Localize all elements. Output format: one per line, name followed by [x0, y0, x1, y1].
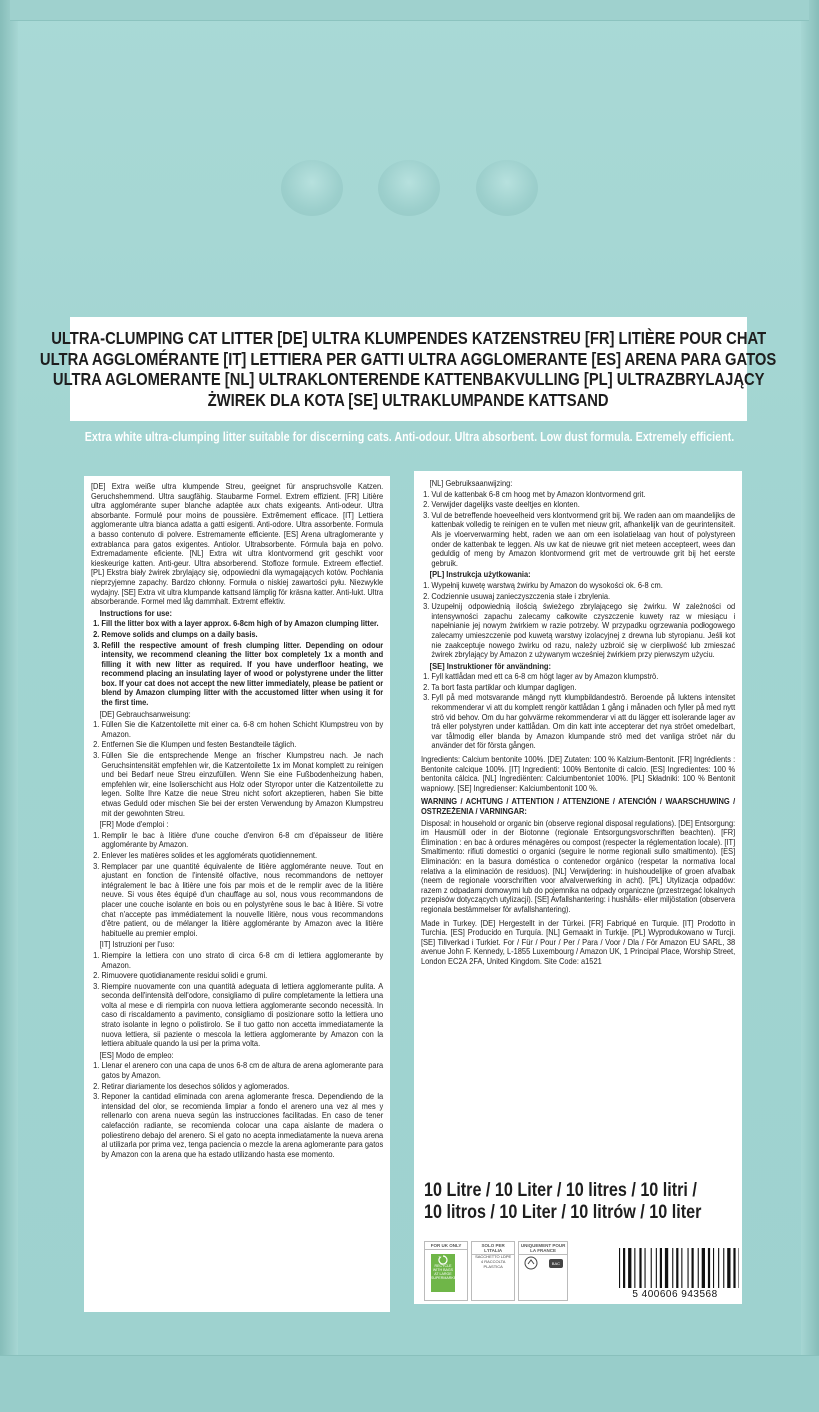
- fr-recycling-header: UNIQUEMENT POUR LA FRANCE: [520, 1243, 566, 1253]
- se-instructions-title: [SE] Instruktioner för användning:: [429, 660, 551, 671]
- bag-handle-bump: [378, 160, 440, 216]
- uk-recycling-box: [424, 1241, 468, 1301]
- list-item: 2. Enlever les matières solides et les agglomérats quotidiennement.: [101, 851, 383, 861]
- list-item: 1. Fyll kattlådan med ett ca 6-8 cm högt lager av by Amazon klumpströ.: [431, 672, 735, 682]
- list-item: 3. Uzupełnij odpowiednią ilością świeżego zbrylającego się żwirku. W zależności od intensywności zapachu zalecamy całkowite czyszczenie kuwety raz w miesiącu i napełnianie jej nowym żwirkiem w razie potrzeby. W przypadku ogrzewania podłogowego zalecamy umieszczenie pod kuwetą warstwy izolacyjnej z drewna lub styropianu. Jeśli kot nie zaakceptuje nowego żwirku od razu, należy uzbroić się w cierpliwość lub zmieszać żwirek zbrylający by Amazon z używanym wcześniej żwirkiem przy pierwszym użyciu.: [431, 602, 735, 660]
- disposal-text: Disposal: in household or organic bin (observe regional disposal regulations). [DE] Entsorgung: im Hausmüll oder in der Biotonne (regionale Entsorgungsvorschriften beachten). [FR] Élimination : en bac à ordures ménagères ou compost (respecter la réglementation locale). [IT] Smaltimento: rifiuti domestici o organici (seguire le norme regionali sullo smaltimento). [ES] Eliminación: en la basura doméstica o contenedor orgánico (respetar la normativa local relativa a la eliminación de residuos). [NL] Verwijdering: in huishoudelijke of groen afvalbak (neem de regionale voorschriften voor afvalverwerking in acht). [PL] Utylizacja odpadów: razem z odpadami domowymi lub do pojemnika na odpady organiczne (przestrzegać lokalnych przepisów dotyczących utylizacji). [SE] Avfallshantering: i hushålls- eller miljöstation (observera regionala bestämmelser för avfallshantering).: [420, 817, 736, 914]
- headline-line: ULTRA AGLOMERANTE [NL] ULTRAKLONTERENDE KATTENBAKVULLING [PL] ULTRAZBRYLAJĄCY: [52, 369, 765, 389]
- es-instructions-title: [ES] Modo de empleo:: [99, 1049, 174, 1060]
- list-item: 2. Entfernen Sie die Klumpen und festen Bestandteile täglich.: [101, 740, 383, 750]
- de-instructions-list: [91, 720, 383, 818]
- es-instructions-list: [91, 1061, 383, 1159]
- en-instructions-title: Instructions for use:: [99, 607, 172, 618]
- list-item: 3. Vul de betreffende hoeveelheid vers klontvormend grit bij. We raden aan om maandelijks de kattenbak volledig te reinigen en te vullen met nieuw grit, afhankelijk van de geurintensiteit. Als je vloerverwarming hebt, raden we aan om een isolatielaag van hout of polystyreen onder de kattenbak te leggen. Als uw kat de nieuwe grit niet meteen accepteert, wees dan geduldig of meng by Amazon klontvormend grit met de vertrouwde grit bij het eerste gebruik.: [431, 511, 735, 569]
- list-item: 1. Llenar el arenero con una capa de unos 6-8 cm de altura de arena aglomerante para gatos by Amazon.: [101, 1061, 383, 1080]
- bag-left-fold: [0, 0, 18, 1412]
- fr-instructions-list: [91, 831, 383, 939]
- pl-instructions-list: [421, 581, 735, 660]
- list-item: 3. Refill the respective amount of fresh clumping litter. Depending on odour intensity, we recommend cleaning the litter box completely 1x a month and filling it with new litter as required. If you have underfloor heating, we recommend placing an insulating layer of wood or polystyrene under the litter box. If your cat does not accept the new litter immediately, please be patient or blend by Amazon clumping litter with the accustomed litter when using it for the first time.: [101, 641, 383, 708]
- list-item: 1. Wypełnij kuwetę warstwą żwirku by Amazon do wysokości ok. 6-8 cm.: [431, 581, 735, 591]
- triman-icon: [523, 1255, 539, 1271]
- list-item: 1. Füllen Sie die Katzentoilette mit einer ca. 6-8 cm hohen Schicht Klumpstreu von by Amazon.: [101, 720, 383, 739]
- list-item: 1. Riempire la lettiera con uno strato di circa 6-8 cm di lettiera agglomerante by Amazon.: [101, 951, 383, 970]
- manufacturer-text: Made in Turkey. [DE] Hergestellt in der Türkei. [FR] Fabriqué en Turquie. [IT] Prodotto in Turchia. [ES] Producido en Turquía. [NL] Gemaakt in Turkije. [PL] Wyprodukowano w Turcji. [SE] Tillverkad i Turkiet. For / Für / Pour / Per / Para / Voor / Dla / För Amazon EU SARL, 38 avenue John F. Kennedy, L-1855 Luxembourg / Amazon UK, 1 Principal Place, Worship Street, London EC2A 2FA, United Kingdom. Site Code: a1521: [420, 917, 736, 966]
- bag-bottom-seal: [0, 1355, 819, 1412]
- list-item: 3. Reponer la cantidad eliminada con arena aglomerante fresca. Dependiendo de la intensidad del olor, se recomienda limpiar a fondo el arenero una vez al mes y rellenarlo con arena nueva según las instrucciones facilitadas. En caso de tener calefacción radiante, se recomienda colocar una capa aislante de madera o poliestireno debajo del arenero. Si el gato no acepta inmediatamente la nueva arena al utilizarla por prima vez, tenga paciencia o mezcle la arena aglomerante para gatos by Amazon con la arena que ha estado utilizando hasta ese momento.: [101, 1092, 383, 1159]
- pl-instructions-title: [PL] Instrukcja użytkowania:: [429, 569, 531, 580]
- de-instructions-title: [DE] Gebrauchsanweisung:: [99, 708, 191, 719]
- left-info-panel: [84, 476, 390, 1312]
- list-item: 2. Retirar diariamente los desechos sólidos y aglomerados.: [101, 1082, 383, 1092]
- volume-label: [424, 1180, 701, 1224]
- volume-line: 10 litros / 10 Liter / 10 litrów / 10 liter: [424, 1202, 702, 1223]
- list-item: 3. Riempire nuovamente con una quantità adeguata di lettiera agglomerante pulita. A seconda dell'intensità dell'odore, consigliamo di pulire completamente la lettiera una volta al mese e di riempirla con nuova lettiera agglomerante secondo necessità. In caso di riscaldamento a pavimento, consigliamo di posizionare sotto la lettiera uno strato isolante in legno o polistirolo. Se il tuo gatto non accetta immediatamente la nuova lettiera, sii paziente o mescola la lettiera agglomerante by Amazon con la lettiera abituale quando la usi per la prima volta.: [101, 982, 383, 1049]
- bin-label: BAC: [549, 1259, 563, 1268]
- barcode-number: 5 400606 943568: [632, 1289, 718, 1300]
- volume-line: 10 Litre / 10 Liter / 10 litres / 10 litri /: [424, 1180, 697, 1201]
- multilingual-intro: [DE] Extra weiße ultra klumpende Streu, geeignet für anspruchsvolle Katzen. Geruchshemmend. Ultra saugfähig. Staubarme Formel. Extrem effizient. [FR] Litière ultra agglomérante super blanche adaptée aux chats exigeants. Anti-odeur. Ultra absorbante. Formulé pour moins de poussière. Extrêmement efficace. [IT] Lettiera agglomerante ultra bianca adatta a gatti esigenti. Anti-odore. Ultra assorbente. Formula a basso contenuto di polvere. Estremamente efficiente. [ES] Arena ultraglomerante y extrablanca para gatos exigentes. Antiolor. Ultrabsorbente. Fórmula baja en polvo. Extremadamente eficiente. [NL] Extra wit ultra klontvormend grit geschikt voor kieskeurige katten. Anti-geur. Ultra absorberend. Stofloze formule. Extreem effectief. [PL] Ekstra biały żwirek zbrylający się, odpowiedni dla wymagających kotów. Pochłania nieprzyjemne zapachy. Bardzo chłonny. Formuła o niskiej zawartości pyłu. Niezwykle wydajny. [SE] Extra vit ultra klumpande kattsand lämplig för kräsna katter. Anti-lukt. Ultra absorberande. Formel med låg dammhalt. Extremt effektiv.: [90, 481, 384, 607]
- list-item: 2. Ta bort fasta partiklar och klumpar dagligen.: [431, 683, 735, 693]
- headline-line: ŻWIREK DLA KOTA [SE] ULTRAKLUMPANDE KATTSAND: [208, 389, 609, 410]
- bag-top-seal: [10, 0, 809, 21]
- headline-line: ULTRA AGGLOMÉRANTE [IT] LETTIERA PER GATTI ULTRA AGGLOMERANTE [ES] ARENA PARA GATOS: [40, 348, 777, 369]
- bag-handle-bump: [281, 160, 343, 216]
- se-instructions-list: [421, 672, 735, 751]
- list-item: 3. Remplacer par une quantité équivalente de litière agglomérante neuve. Tout en ajustant en fonction de l'intensité olfactive, nous recommandons de nettoyer intégralement le bac à litière une fois par mois et de le remplir avec de la litière neuve. Si vous êtes équipé d'un chauffage au sol, nous vous recommandons de placer une couche isolante en bois ou en polystyrène sous le bac à litière. Si votre chat n'accepte pas immédiatement la nouvelle litière, nous vous recommandons d'être patient, ou de mélanger la litière agglomérante by Amazon avec la litière habituelle au premier emploi.: [101, 862, 383, 939]
- headline-line: ULTRA-CLUMPING CAT LITTER [DE] ULTRA KLUMPENDES KATZENSTREU [FR] LITIÈRE POUR CHAT: [51, 328, 766, 348]
- list-item: 1. Remplir le bac à litière d'une couche d'environ 6-8 cm d'épaisseur de litière agglomérante by Amazon.: [101, 831, 383, 850]
- barcode: [611, 1248, 739, 1300]
- nl-instructions-list: [421, 490, 735, 569]
- uk-recycling-header: FOR UK ONLY: [425, 1242, 467, 1250]
- bag-handle-bump: [476, 160, 538, 216]
- headline-panel: [40, 317, 777, 421]
- list-item: 1. Fill the litter box with a layer approx. 6-8cm high of by Amazon clumping litter.: [101, 619, 383, 629]
- it-recycling-box: [471, 1241, 515, 1301]
- it-recycling-header: SOLO PER L'ITALIA: [472, 1242, 514, 1255]
- fr-instructions-title: [FR] Mode d'emploi :: [99, 819, 169, 830]
- it-instructions-list: [91, 951, 383, 1049]
- nl-instructions-title: [NL] Gebruiksaanwijzing:: [429, 478, 513, 488]
- tagline: Extra white ultra-clumping litter suitable for discerning cats. Anti-odour. Ultra absorbent. Low dust formula. Extremely efficient.: [84, 430, 735, 444]
- warning-title: WARNING / ACHTUNG / ATTENTION / ATTENZIONE / ATENCIÓN / WAARSCHUWING / OSTRZEŻENIA / VARNINGAR:: [420, 796, 736, 816]
- list-item: 3. Füllen Sie die entsprechende Menge an frischer Klumpstreu nach. Je nach Geruchsintensität empfehlen wir, die Katzentoilette 1x im Monat komplett zu reinigen und bei Bedarf neue Streu einzufüllen. Wenn Sie eine Fußbodenheizung haben, empfehlen wir, eine Isolierschicht aus Holz oder Styropor unter die Katzentoilette zu legen. Sollte Ihre Katze die neue Streu nicht sofort akzeptieren, haben Sie bitte etwas Geduld oder mischen Sie bei der ersten Verwendung by Amazon Klumpstreu mit der gewohnten Streu.: [101, 751, 383, 818]
- it-instructions-title: [IT] Istruzioni per l'uso:: [99, 939, 175, 950]
- ingredients-text: Ingredients: Calcium bentonite 100%. [DE] Zutaten: 100 % Kalzium-Bentonit. [FR] Ingrédients : Bentonite calcique 100%. [IT] Ingredienti: 100% Bentonite di calcio. [ES] Ingredientes: 100 % bentonita cálcica. [NL] Ingrediënten: Calciumbentoniet 100%. [PL] Składniki: 100 % Bentonit wapniowy. [SE] Ingredienser: Kalciumbentonit 100 %.: [420, 754, 736, 793]
- uk-recycle-text: RECYCLE WITH BAGS AT LARGE SUPERMARKETS: [431, 1254, 455, 1292]
- list-item: 2. Verwijder dagelijks vaste deeltjes en klonten.: [431, 500, 735, 510]
- recycle-arrow-icon: [431, 1254, 455, 1266]
- list-item: 2. Codziennie usuwaj zanieczyszczenia stałe i zbrylenia.: [431, 592, 735, 602]
- it-recycling-text: SACCHETTO LDPE 4 RACCOLTA PLASTICA: [475, 1254, 512, 1269]
- list-item: 2. Remove solids and clumps on a daily basis.: [101, 630, 383, 640]
- bag-right-fold: [801, 0, 819, 1412]
- list-item: 2. Rimuovere quotidianamente residui solidi e grumi.: [101, 971, 383, 981]
- triman-icons: [523, 1255, 563, 1271]
- list-item: 1. Vul de kattenbak 6-8 cm hoog met by Amazon klontvormend grit.: [431, 490, 735, 500]
- recycling-labels: [424, 1241, 568, 1299]
- barcode-bars: [611, 1248, 739, 1288]
- list-item: 3. Fyll på med motsvarande mängd nytt klumpbildandeströ. Beroende på luktens intensitet rekommenderar vi att du komplett rengör kattlådan 1 gång i månaden och fyller på med nytt strö vid behov. Om du har golvvärme rekommenderar vi att du lägger ett isolerande lager av trä eller polystyren under kattlådan. Om din katt inte accepterar det nya ströet omedelbart, var tålmodig eller blanda by Amazon klumpande strö med det vanliga ströet när du använder det för första gången.: [431, 693, 735, 751]
- en-instructions-list: [91, 619, 383, 707]
- fr-recycling-box: [518, 1241, 568, 1301]
